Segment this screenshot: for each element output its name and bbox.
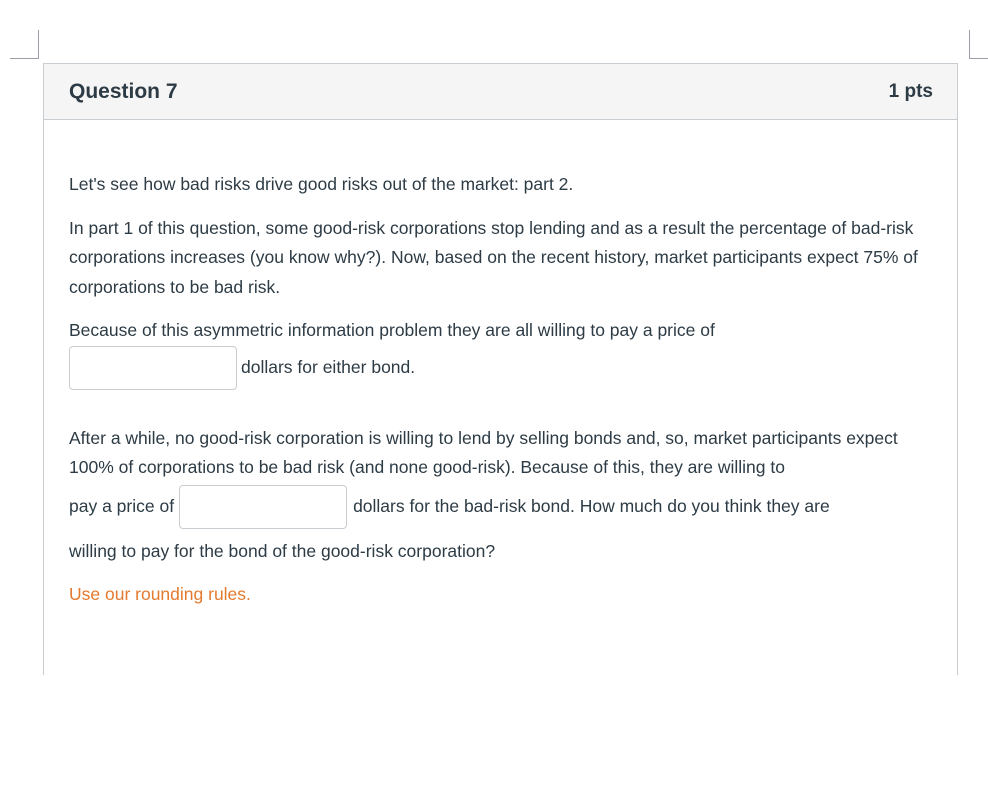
question-header — [44, 64, 957, 120]
second-blank-trailing-text: dollars for the bad-risk bond. How much do you think they are — [353, 495, 830, 516]
second-blank-end-text: willing to pay for the bond of the good-risk corporation? — [69, 540, 496, 561]
rounding-paragraph — [69, 580, 935, 610]
question-body — [44, 120, 957, 610]
answer-input-1[interactable] — [69, 346, 237, 390]
rounding-rules-link[interactable]: Use our rounding rules. — [69, 584, 251, 604]
first-blank-row — [69, 346, 935, 390]
second-blank-row — [69, 485, 935, 529]
second-blank-pre-text: pay a price of — [69, 495, 175, 516]
first-blank-trailing-text: dollars for either bond. — [241, 356, 416, 377]
intro-paragraph: Let's see how bad risks drive good risks out of the market: part 2. — [69, 174, 574, 194]
first-blank-paragraph — [69, 316, 935, 390]
question-title: Question 7 — [69, 79, 178, 103]
question-card — [43, 63, 958, 675]
question-points: 1 pts — [888, 80, 933, 102]
second-blank-paragraph — [69, 424, 935, 567]
context-paragraph: In part 1 of this question, some good-risk corporations stop lending and as a result the percentage of bad-risk corporations increases (you know why?). Now, based on the recent history, market participants expect 75% of corporations to be bad risk. — [69, 217, 918, 297]
crop-mark-right — [969, 30, 988, 59]
first-blank-lead-text: Because of this asymmetric information problem they are all willing to pay a price of — [69, 320, 715, 340]
answer-input-2[interactable] — [179, 485, 347, 529]
second-blank-lead-text: After a while, no good-risk corporation is willing to lend by selling bonds and, so, market participants expect 100% of corporations to be bad risk (and none good-risk). Because of this, they are willing to — [69, 427, 898, 477]
crop-mark-left — [10, 30, 39, 59]
